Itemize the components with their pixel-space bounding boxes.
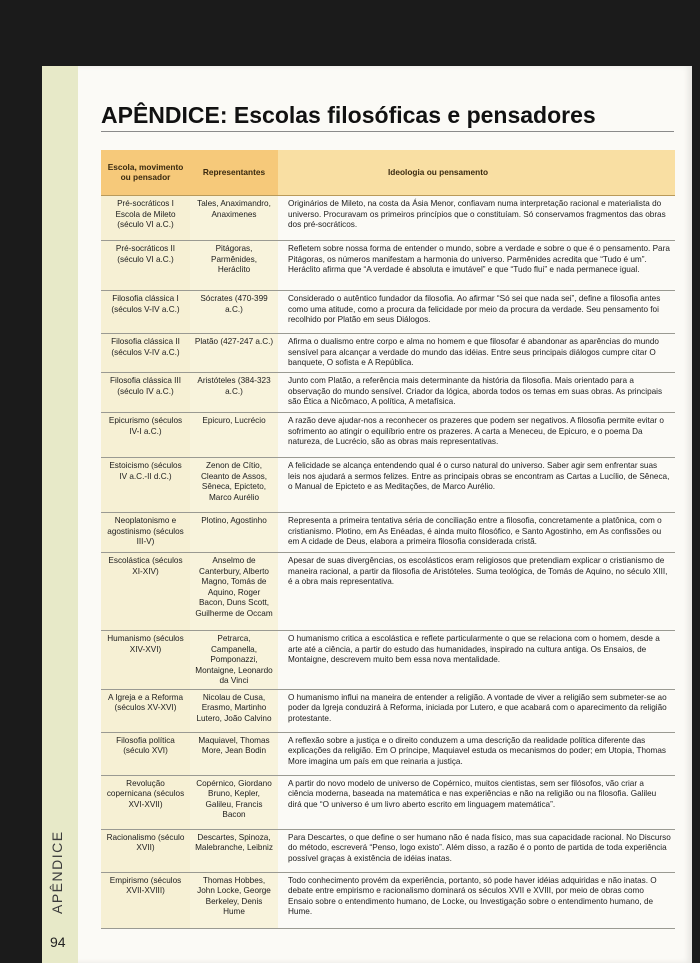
table-header-row [101,150,675,196]
ideology-cell: A felicidade se alcança entendendo qual é o curso natural do universo. Saber agir sem enfrentar suas leis nos ajudará a sermos felizes. Entre as principais obras se encontram as Cartas a Lucílio, de Sêneca, o Manual de Epicteto e as Meditações, de Marco Aurélio. [278,458,675,513]
table-row [101,732,675,775]
ideology-cell: Para Descartes, o que define o ser humano não é nada físico, mas sua capacidade racional. No Discurso do método, escreverá “Penso, logo existo”. Além disso, a razão é o ponto de partida de toda experiência possível graças à existência de idéias inatas. [278,829,675,872]
representatives-cell: Thomas Hobbes, John Locke, George Berkeley, Denis Hume [190,872,278,928]
table-row [101,631,675,690]
school-cell: Filosofia clássica II (séculos V-IV a.C.) [101,334,190,373]
table-row [101,689,675,732]
representatives-cell: Copérnico, Giordano Bruno, Kepler, Galileu, Francis Bacon [190,775,278,829]
school-cell: Filosofia clássica I (séculos V-IV a.C.) [101,291,190,334]
representatives-cell: Epicuro, Lucrécio [190,413,278,458]
school-cell: Pré-socráticos I Escola de Mileto (século VI a.C.) [101,196,190,241]
ideology-cell: Afirma o dualismo entre corpo e alma no homem e que filosofar é abandonar as aparências do mundo sensível para alcançar a verdade do mundo das idéias. Entre seus principais diálogos cumpre citar O banquete, O sofista e A República. [278,334,675,373]
ideology-cell: Considerado o autêntico fundador da filosofia. Ao afirmar “Só sei que nada sei”, define a filosofia antes como uma atitude, como a procura da felicidade por meio da procura da verdade. Seu pensamento foi recolhido por Platão em seus Diálogos. [278,291,675,334]
representatives-cell: Nicolau de Cusa, Erasmo, Martinho Lutero, João Calvino [190,689,278,732]
school-cell: A Igreja e a Reforma (séculos XV-XVI) [101,689,190,732]
table-row [101,373,675,413]
representatives-cell: Plotino, Agostinho [190,513,278,553]
page-title: APÊNDICE: Escolas filosóficas e pensadores [101,102,596,128]
ideology-cell: Originários de Mileto, na costa da Ásia Menor, confiavam numa interpretação racional e materialista do universo. Procuravam os primeiros princípios que o constituíam. Só conservamos fragmentos das obras dos pré-socráticos. [278,196,675,241]
table-row [101,241,675,291]
school-cell: Filosofia política (século XVI) [101,732,190,775]
table-row [101,291,675,334]
ideology-cell: O humanismo critica a escolástica e reflete particularmente o que se relaciona com o homem, desde a arte até a ciência, a partir do estudo das humanidades, inspirado na cultura antiga. Os Ensaios, de Montaigne, descrevem muito bem essa nova mentalidade. [278,631,675,690]
representatives-cell: Sócrates (470-399 a.C.) [190,291,278,334]
school-cell: Escolástica (séculos XI-XIV) [101,553,190,631]
representatives-cell: Pitágoras, Parmênides, Heráclito [190,241,278,291]
school-cell: Empirismo (séculos XVII-XVIII) [101,872,190,928]
school-cell: Humanismo (séculos XIV-XVI) [101,631,190,690]
representatives-cell: Descartes, Spinoza, Malebranche, Leibniz [190,829,278,872]
school-cell: Estoicismo (séculos IV a.C.-II d.C.) [101,458,190,513]
school-cell: Racionalismo (século XVII) [101,829,190,872]
school-cell: Pré-socráticos II (século VI a.C.) [101,241,190,291]
ideology-cell: Todo conhecimento provém da experiência, portanto, só pode haver idéias adquiridas e não inatas. O debate entre empirismo e racionalismo dominará os séculos XVII e XVIII, por meio de obras como Ensaio sobre o entendimento humano, de Locke, ou Investigação sobre o entendimento humano, de Hume. [278,872,675,928]
header-ideology: Ideologia ou pensamento [278,150,675,196]
schools-table [101,150,675,929]
table-row [101,334,675,373]
representatives-cell: Tales, Anaximandro, Anaximenes [190,196,278,241]
representatives-cell: Zenon de Cítio, Cleanto de Assos, Sêneca, Epicteto, Marco Aurélio [190,458,278,513]
ideology-cell: A razão deve ajudar-nos a reconhecer os prazeres que podem ser negativos. A filosofia permite evitar o sofrimento ao atingir o equilíbrio entre os prazeres. A carta a Meneceu, de Epicuro, e o poema Da natureza, de Lucrécio, são as obras mais representativas. [278,413,675,458]
school-cell: Neoplatonismo e agostinismo (séculos III-V) [101,513,190,553]
ideology-cell: O humanismo influi na maneira de entender a religião. A vontade de viver a religião sem submeter-se ao poder da Igreja conduzirá à Reforma, iniciada por Lutero, e que acabará com o aparecimento da religião protestante. [278,689,675,732]
ideology-cell: Refletem sobre nossa forma de entender o mundo, sobre a verdade e sobre o que é o pensamento. Para Pitágoras, os números manifestam a harmonia do universo. Parmênides acredita que “Tudo é um”. Heráclito afirma que “A verdade é absoluta e imutável” e que “Tudo flui” e nada permanece igual. [278,241,675,291]
table-row [101,553,675,631]
representatives-cell: Platão (427-247 a.C.) [190,334,278,373]
side-label: APÊNDICE [49,830,65,914]
table-row [101,196,675,241]
school-cell: Revolução copernicana (séculos XVI-XVII) [101,775,190,829]
page-number: 94 [50,934,66,950]
table-row [101,829,675,872]
representatives-cell: Aristóteles (384-323 a.C.) [190,373,278,413]
ideology-cell: Junto com Platão, a referência mais determinante da história da filosofia. Mais orientado para a observação do mundo sensível. Criador da lógica, aborda todos os temas em suas obras. As principais são Ética a Nicômaco, A política, A metafísica. [278,373,675,413]
school-cell: Filosofia clássica III (século IV a.C.) [101,373,190,413]
school-cell: Epicurismo (séculos IV-I a.C.) [101,413,190,458]
ideology-cell: Representa a primeira tentativa séria de conciliação entre a filosofia, concretamente a platônica, com o cristianismo. Plotino, em As Enéadas, é ainda muito filosófico, e Santo Agostinho, em As confissões ou em A cidade de Deus, elabora a primeira filosofia considerada cristã. [278,513,675,553]
ideology-cell: A reflexão sobre a justiça e o direito conduzem a uma descrição da realidade política diferente das explicações da religião. Em O príncipe, Maquiavel estuda os mecanismos do poder; em Utopia, Thomas More imagina um país em que reinaria a justiça. [278,732,675,775]
header-representatives: Representantes [190,150,278,196]
table-row [101,513,675,553]
representatives-cell: Petrarca, Campanella, Pomponazzi, Montaigne, Leonardo da Vinci [190,631,278,690]
representatives-cell: Anselmo de Canterbury, Alberto Magno, Tomás de Aquino, Roger Bacon, Duns Scott, Guilherme de Occam [190,553,278,631]
side-band [42,66,78,963]
table-row [101,872,675,928]
ideology-cell: A partir do novo modelo de universo de Copérnico, muitos cientistas, sem ser filósofos, vão criar a ciência moderna, baseada na matemática e nas experiências e não na religião ou na filosofia. Galileu dirá que “O universo é um livro aberto escrito em linguagem matemática”. [278,775,675,829]
representatives-cell: Maquiavel, Thomas More, Jean Bodin [190,732,278,775]
table-row [101,775,675,829]
table-row [101,413,675,458]
header-school: Escola, movimento ou pensador [101,150,190,196]
ideology-cell: Apesar de suas divergências, os escolásticos eram religiosos que pretendiam explicar o cristianismo de maneira racional, a partir da filosofia de Aristóteles. Suma teológica, de Tomás de Aquino, no século XIII, é a obra mais representativa. [278,553,675,631]
table-row [101,458,675,513]
title-divider [101,131,674,132]
